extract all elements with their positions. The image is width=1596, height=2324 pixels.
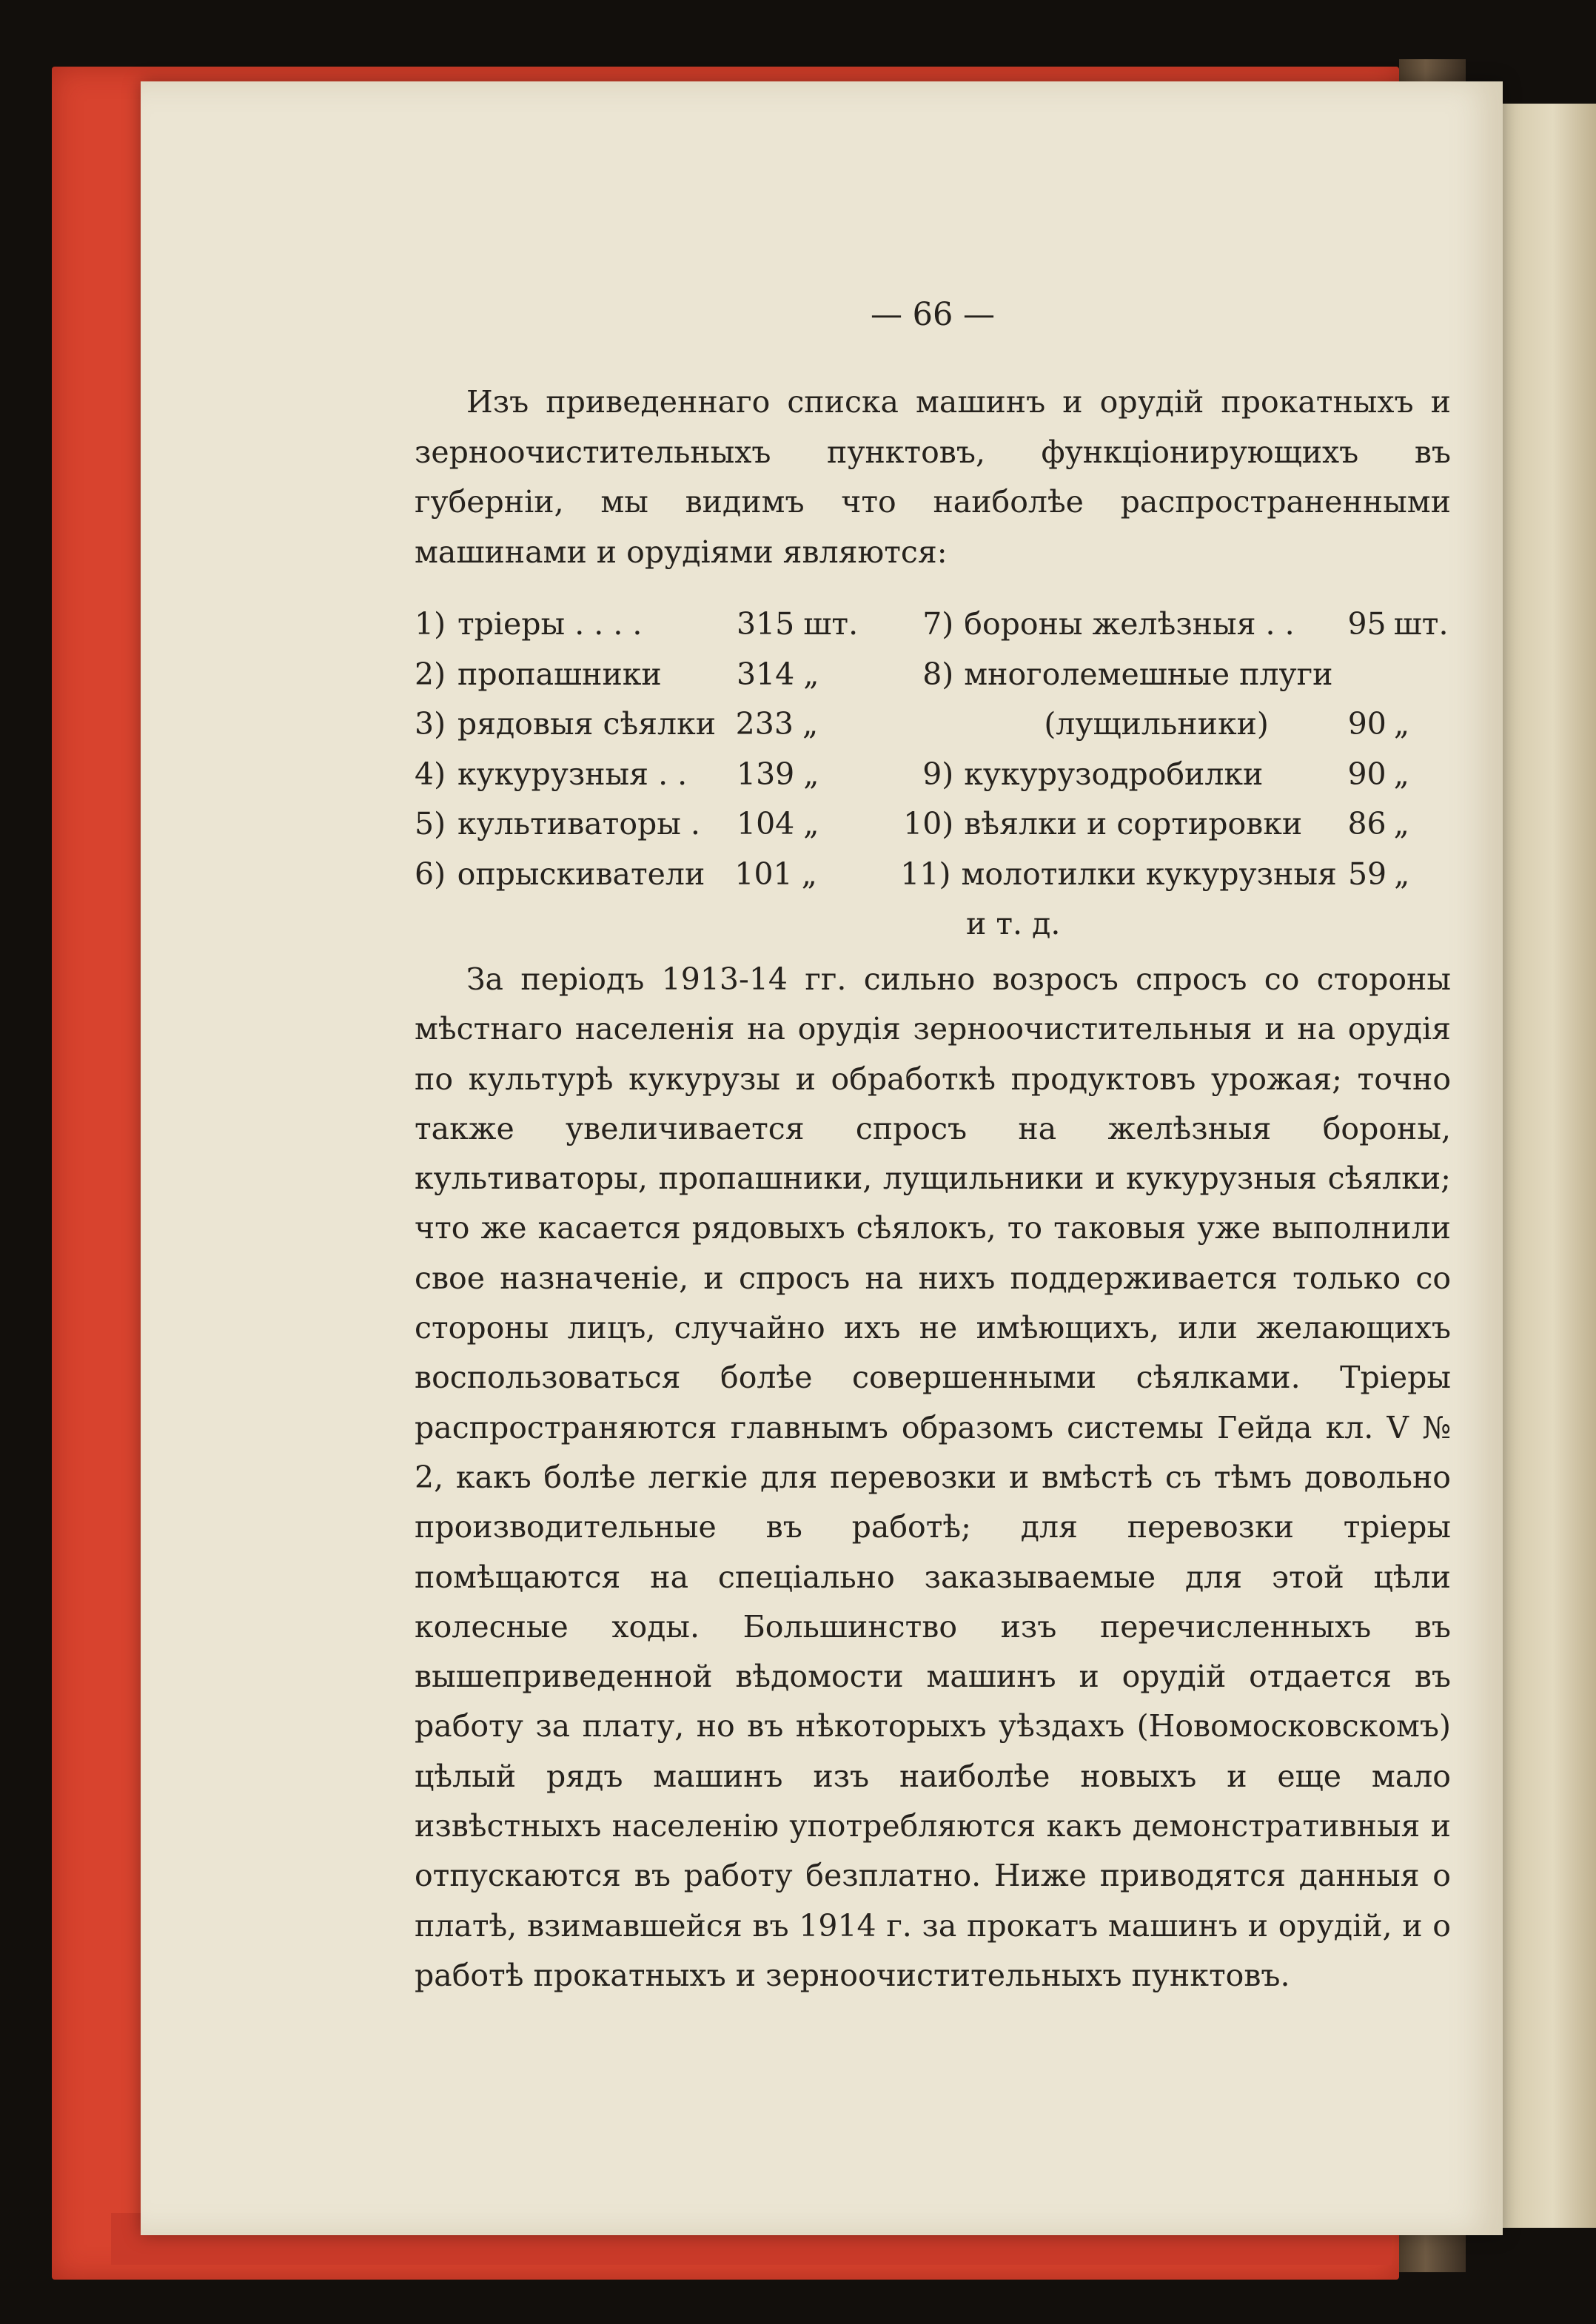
list-left-value: 315 bbox=[737, 606, 795, 642]
list-right-name: (лущильники) bbox=[1044, 706, 1269, 742]
list-left-unit: „ bbox=[803, 806, 819, 842]
list-tail: и т. д. bbox=[966, 906, 1061, 941]
list-right-value: 59 bbox=[1347, 856, 1387, 892]
main-paragraph-text: За періодъ 1913-14 гг. сильно возросъ спросъ со стороны мѣстнаго населенія на орудія зерноочистительныя и на орудія по культурѣ кукурузы и обработкѣ продуктовъ урожая; точно также увеличивается спросъ на желѣзныя бороны, культиваторы, пропашники, лущильники и кукурузныя сѣялки; что же касается рядовыхъ сѣялокъ, то таковыя уже выполнили свое назначеніе, и спросъ на нихъ поддерживается только со стороны лицъ, случайно ихъ не имѣющихъ, или желающихъ воспользоваться болѣе совершенными сѣялками. Тріеры распространяются главнымъ образомъ системы Гейда кл. V № 2, какъ болѣе легкіе для перевозки и вмѣстѣ съ тѣмъ довольно производительные въ работѣ; для перевозки тріеры помѣщаются на спеціально заказываемые для этой цѣли колесные ходы. Большинство изъ перечисленныхъ въ вышеприведенной вѣдомости машинъ и орудій отдается въ работу за плату, но въ нѣкоторыхъ уѣздахъ (Новомосковскомъ) цѣлый рядъ машинъ изъ наиболѣе новыхъ и еще мало извѣстныхъ населенію употребляются какъ демонстративныя и отпускаются въ работу безплатно. Ниже приводятся данныя о платѣ, взимавшейся въ 1914 г. за прокатъ машинъ и орудій, и о работѣ прокатныхъ и зерноочистительныхъ пунктовъ. bbox=[415, 961, 1451, 1993]
list-left-name: опрыскиватели bbox=[457, 856, 705, 892]
adjacent-page-edge bbox=[1488, 104, 1596, 2228]
list-right-name: вѣялки и сортировки bbox=[964, 806, 1303, 842]
list-left-number: 1) bbox=[415, 606, 446, 642]
machines-list bbox=[415, 600, 1451, 950]
list-left-value: 233 bbox=[735, 706, 794, 742]
list-right-unit: шт. bbox=[1393, 606, 1449, 642]
list-row bbox=[415, 799, 1451, 850]
list-right-value: 86 bbox=[1347, 806, 1387, 842]
list-left-number: 3) bbox=[415, 706, 446, 742]
list-left-value: 314 bbox=[737, 656, 795, 692]
list-right-name: молотилки кукурузныя bbox=[961, 856, 1337, 892]
list-right-value bbox=[1336, 650, 1387, 700]
list-right-unit: „ bbox=[1393, 806, 1409, 842]
list-left-name: пропашники bbox=[457, 656, 662, 692]
list-left-unit: „ bbox=[803, 756, 819, 792]
list-left-number: 4) bbox=[415, 756, 446, 792]
list-right-unit: „ bbox=[1394, 856, 1410, 892]
list-row bbox=[415, 750, 1451, 800]
list-right-number: 7) bbox=[922, 606, 954, 642]
intro-text: Изъ приведеннаго списка машинъ и орудій прокатныхъ и зерноочистительныхъ пунктовъ, функціонирующихъ въ губерніи, мы видимъ что наиболѣе распространенными машинами и орудіями являются: bbox=[415, 384, 1451, 570]
list-left-unit: шт. bbox=[803, 606, 859, 642]
list-left-value: 139 bbox=[737, 756, 795, 792]
list-right-number: 9) bbox=[922, 756, 954, 792]
list-left-name: рядовыя сѣялки bbox=[457, 706, 717, 742]
list-left-value: 104 bbox=[737, 806, 795, 842]
intro-paragraph bbox=[415, 377, 1451, 577]
list-right-number: 8) bbox=[922, 656, 954, 692]
list-row bbox=[415, 600, 1451, 650]
list-right-name: многолемешные плуги bbox=[964, 656, 1333, 692]
main-paragraph bbox=[415, 955, 1451, 2001]
list-right-name: бороны желѣзныя . . bbox=[964, 606, 1295, 642]
list-left-name: кукурузныя . . bbox=[457, 756, 688, 792]
list-right-unit: „ bbox=[1393, 706, 1410, 742]
list-left-unit: „ bbox=[803, 656, 819, 692]
list-right-name: кукурузодробилки bbox=[964, 756, 1264, 792]
list-left-value: 101 bbox=[734, 856, 793, 892]
list-left-number: 6) bbox=[415, 856, 446, 892]
list-left-name: тріеры . . . . bbox=[457, 606, 643, 642]
list-right-number: 10) bbox=[903, 806, 954, 842]
list-right-number bbox=[888, 699, 963, 750]
list-left-number: 2) bbox=[415, 656, 446, 692]
list-right-number: 11) bbox=[900, 856, 951, 892]
list-right-value: 90 bbox=[1347, 756, 1387, 792]
list-left-unit: „ bbox=[802, 706, 819, 742]
list-row bbox=[415, 650, 1451, 700]
list-right-value: 90 bbox=[1347, 706, 1387, 742]
list-right-value: 95 bbox=[1347, 606, 1387, 642]
list-left-unit: „ bbox=[801, 856, 817, 892]
list-row bbox=[415, 850, 1451, 900]
list-row bbox=[415, 699, 1451, 750]
page-number: — 66 — bbox=[870, 296, 996, 333]
list-right-unit bbox=[1387, 650, 1451, 700]
list-right-unit: „ bbox=[1393, 756, 1409, 792]
list-left-number: 5) bbox=[415, 806, 446, 842]
list-left-name: культиваторы . bbox=[457, 806, 700, 842]
